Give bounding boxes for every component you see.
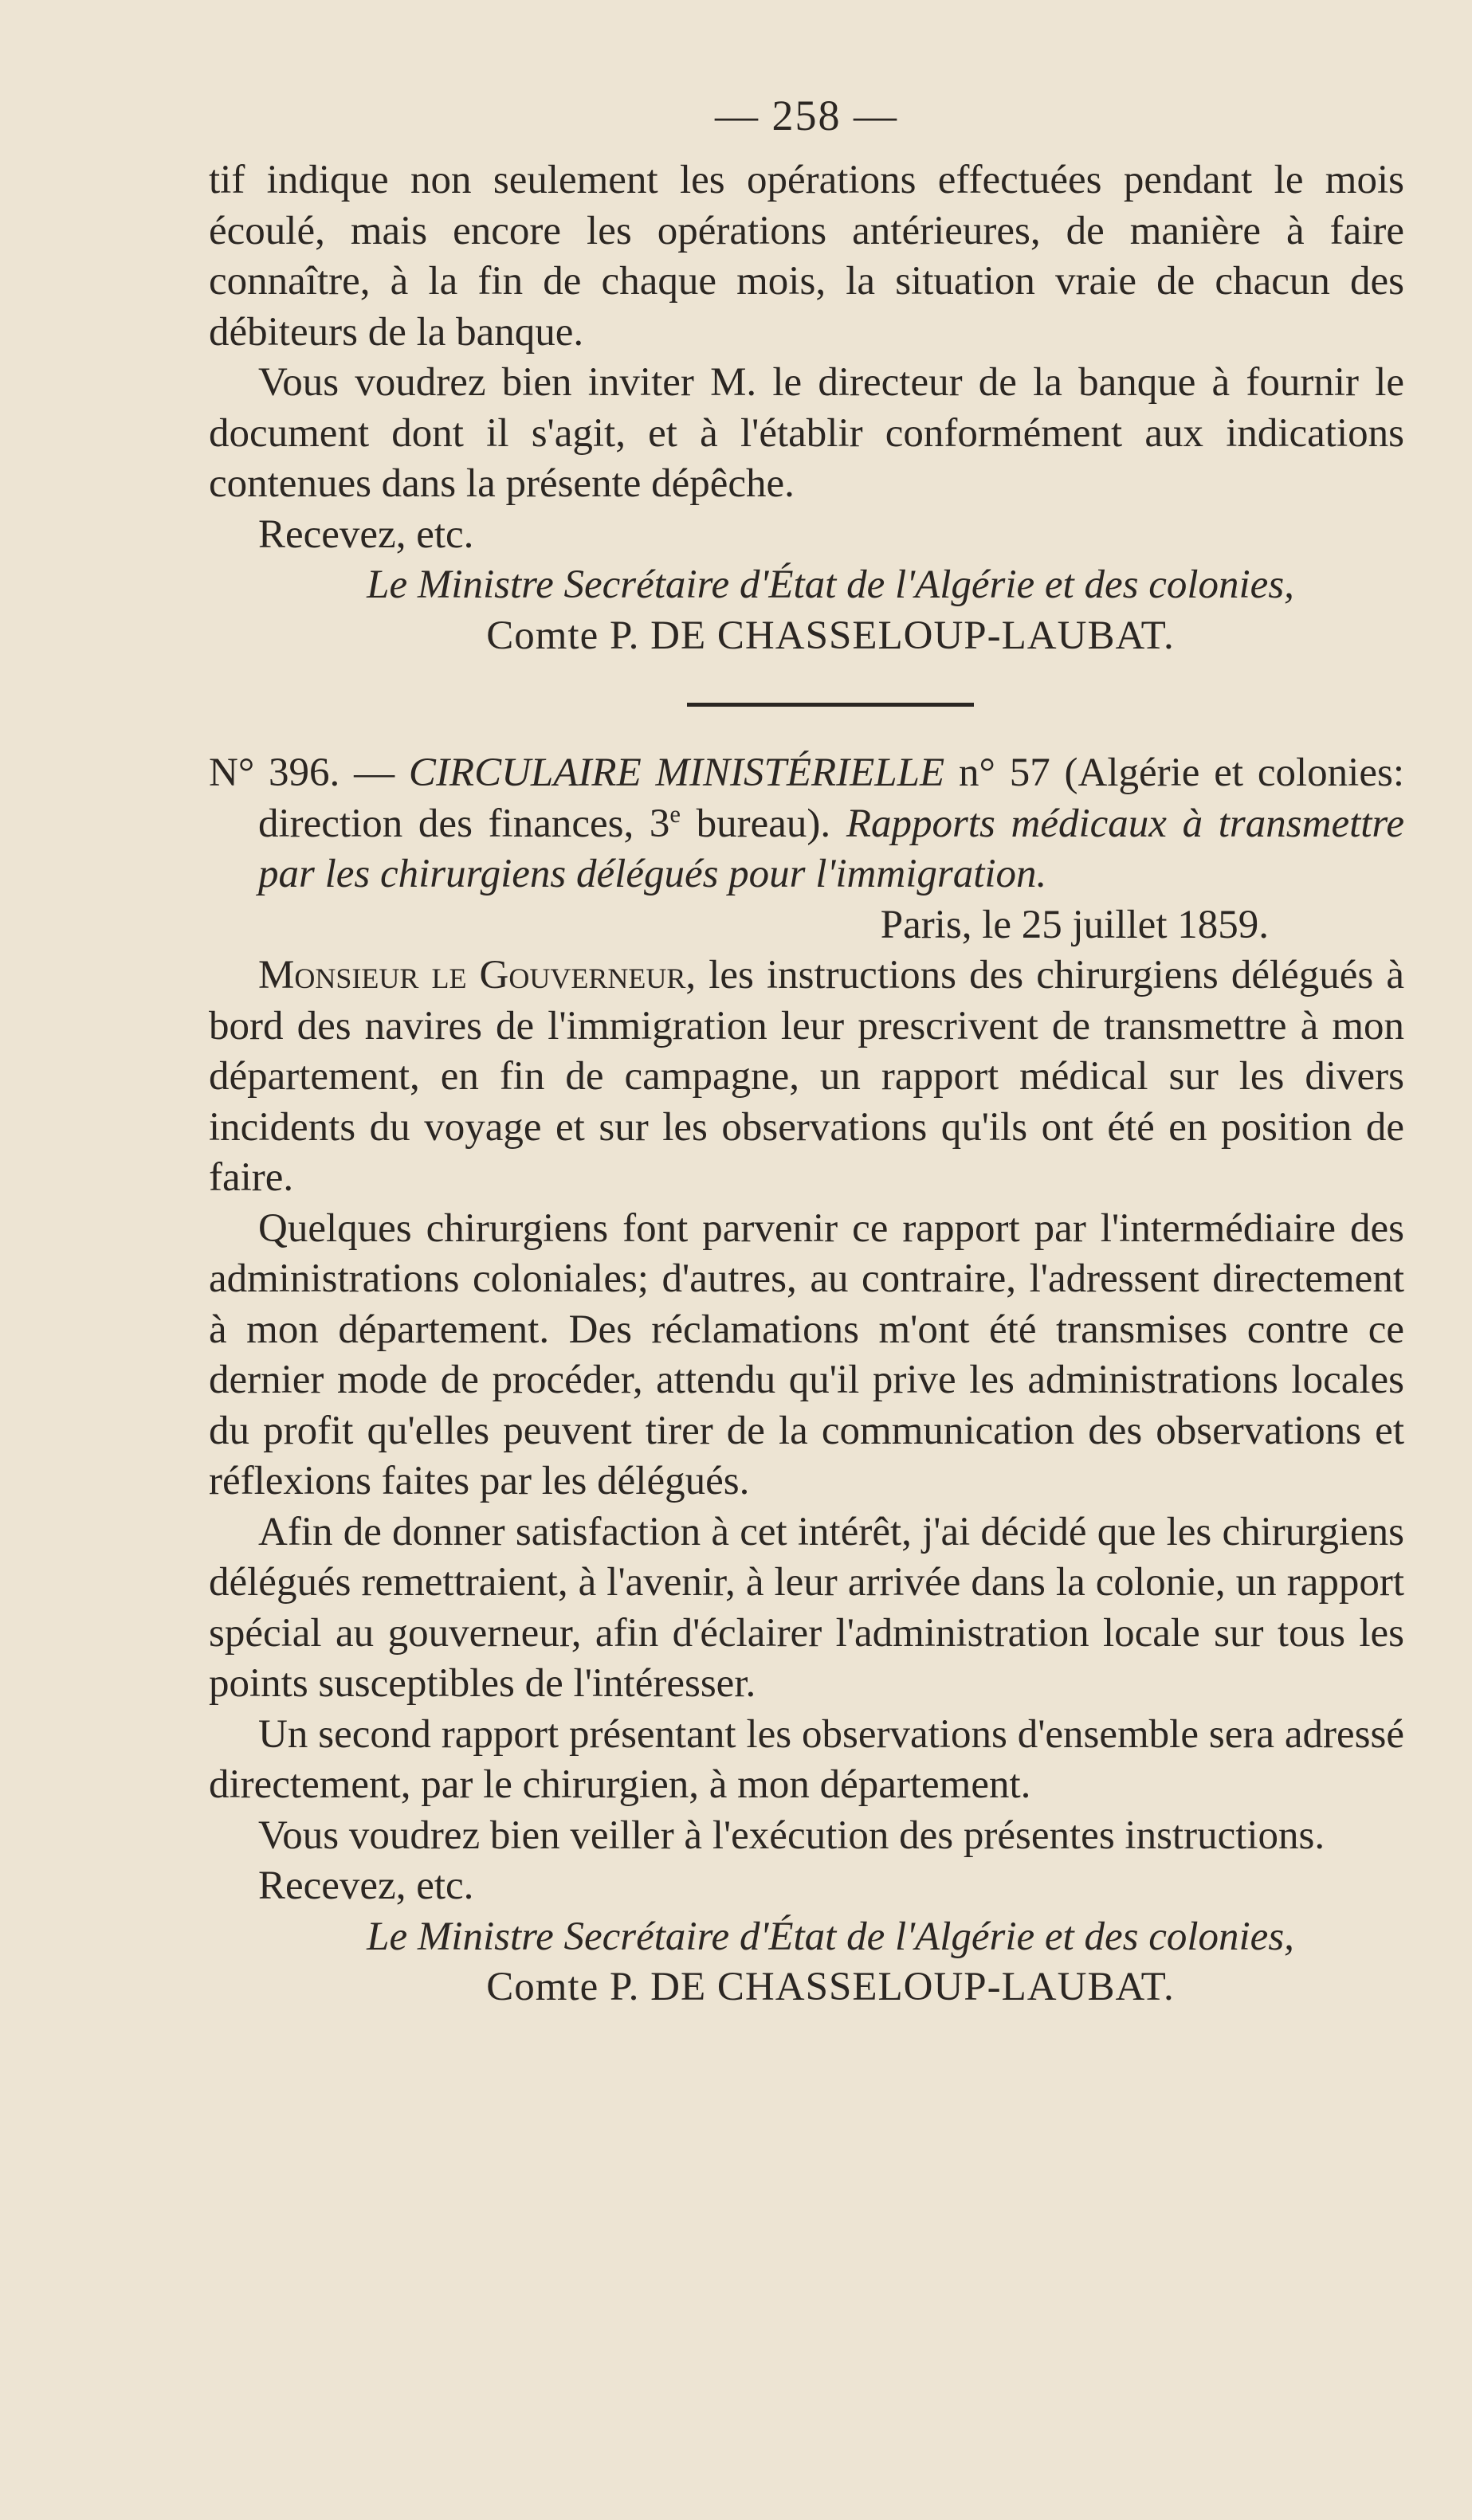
signature-name: Comte P. DE CHASSELOUP-LAUBAT. [486,1965,1175,2009]
page-content [209,84,1404,2013]
heading-reference: n° 57 (Algérie et colonies: direction des finances, 3 [258,751,1404,846]
heading-type: CIRCULAIRE MINISTÉRIELLE [408,751,945,795]
heading-reference-end: bureau). [681,801,846,846]
salutation: Monsieur le Gouverneur, [258,953,697,997]
previous-circular-end [209,155,1404,661]
circular-396 [209,748,1404,2013]
heading-reference-sup: e [669,800,681,828]
signature-title: Le Ministre Secrétaire d'État de l'Algérie et des colonies, [367,562,1294,607]
paragraph: Quelques chirurgiens font parvenir ce rapport par l'intermédiaire des administrations coloniales; d'autres, au contraire, l'adressent directement à mon département. Des réclamations m'ont été transmises contre ce dernier mode de procéder, attendu qu'il prive les administrations locales du profit qu'elles peuvent tirer de la communication des observations et réflexions faites par les délégués. [209,1205,1404,1503]
heading-number: N° 396. — [209,751,409,795]
paragraph [209,950,1404,1204]
paragraph: Vous voudrez bien veiller à l'exécution des présentes instructions. [258,1813,1325,1858]
paragraph-text: les instructions des chirurgiens délégués à bord des navires de l'immigration leur prescrivent de transmettre à mon département, en fin de campagne, un rapport médical sur les divers incidents du voyage et sur les observations qu'ils ont été en position de faire. [209,953,1404,1200]
closing-formula: Recevez, etc. [258,511,474,557]
date-line: Paris, le 25 juillet 1859. [880,902,1269,947]
signature-name: Comte P. DE CHASSELOUP-LAUBAT. [486,613,1175,658]
closing-formula: Recevez, etc. [258,1864,474,1908]
paragraph: tif indique non seulement les opérations effectuées pendant le mois écoulé, mais encore les opérations antérieures, de manière à faire connaître, à la fin de chaque mois, la situation vraie de chacun des débiteurs de la banque. [209,158,1404,355]
paragraph: Un second rapport présentant les observations d'ensemble sera adressé directement, par le chirurgien, à mon département. [209,1711,1404,1807]
page-number: — 258 — [715,92,898,139]
signature-title: Le Ministre Secrétaire d'État de l'Algérie et des colonies, [367,1914,1294,1959]
section-divider [687,703,974,707]
paragraph: Afin de donner satisfaction à cet intérêt, j'ai décidé que les chirurgiens délégués remettraient, à l'avenir, à leur arrivée dans la colonie, un rapport spécial au gouverneur, afin d'éclairer l'administration locale sur tous les points susceptibles de l'intéresser. [209,1509,1404,1706]
paragraph: Vous voudrez bien inviter M. le directeur de la banque à fournir le document dont il s'agit, et à l'établir conformément aux indications contenues dans la présente dépêche. [209,360,1404,506]
heading-subject: Rapports médicaux à transmettre par les chirurgiens délégués pour l'immigration. [258,801,1405,896]
circular-heading [209,748,1404,900]
